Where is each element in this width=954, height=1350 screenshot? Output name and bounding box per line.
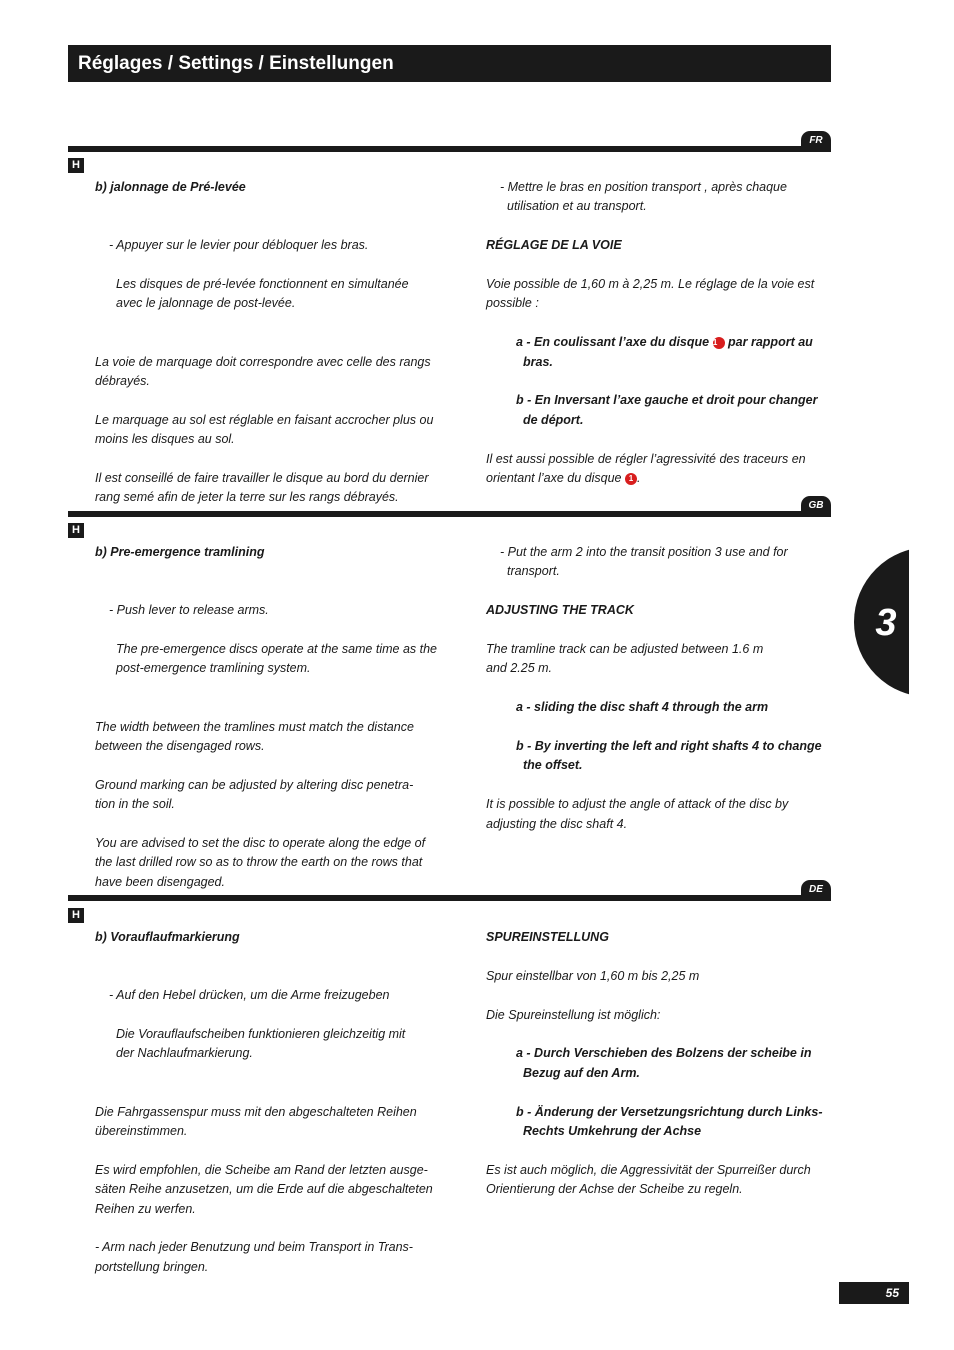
section-marker-de: H — [68, 908, 84, 923]
fr-right-paragraph: Voie possible de 1,60 m à 2,25 m. Le réglage de la voie est possible : — [486, 277, 815, 311]
gb-right-paragraph: The tramline track can be adjusted between 1.6 m and 2.25 m. — [486, 642, 764, 676]
de-left-paragraph: Es wird empfohlen, die Scheibe am Rand der letzten ausge- säten Reihe anzusetzen, um die Erde auf die abgeschalteten Reihen zu werfen. — [95, 1162, 433, 1216]
fr-right-option-a: a - En coulissant l’axe du disque 1 par rapport au bras. — [516, 335, 813, 369]
page-header-title: Réglages / Settings / Einstellungen — [68, 45, 831, 82]
fr-right-heading: RÉGLAGE DE LA VOIE — [486, 238, 622, 253]
gb-left-bullet: - Push lever to release arms. The pre-emergence discs operate at the same time as the post-emergence tramlining system. — [109, 603, 437, 676]
section-marker-fr: H — [68, 158, 84, 173]
de-right-column — [486, 928, 836, 1219]
de-right-paragraph: Es ist auch möglich, die Aggressivität der Spurreißer durch Orientierung der Achse der Scheibe zu regeln. — [486, 1162, 811, 1197]
language-tab-gb: GB — [801, 496, 831, 515]
de-left-heading: b) Vorauflaufmarkierung — [95, 930, 240, 944]
fr-left-column — [95, 178, 465, 527]
language-tab-fr: FR — [801, 131, 831, 150]
fr-left-heading: b) jalonnage de Pré-levée — [95, 180, 246, 194]
reference-number-icon: 1 — [713, 337, 725, 349]
gb-right-option-a: a - sliding the disc shaft 4 through the arm — [516, 700, 769, 715]
de-left-paragraph: Die Fahrgassenspur muss mit den abgeschalteten Reihen übereinstimmen. — [95, 1104, 417, 1139]
de-right-option-b: b - Änderung der Versetzungsrichtung durch Links- Rechts Umkehrung der Achse — [516, 1104, 823, 1138]
gb-left-paragraph: You are advised to set the disc to operate along the edge of the last drilled row so as to throw the earth on the rows that have been disengaged. — [95, 836, 426, 889]
de-right-paragraph: Spur einstellbar von 1,60 m bis 2,25 m — [486, 968, 700, 983]
fr-left-bullet: - Appuyer sur le levier pour débloquer les bras. Les disques de pré-levée fonctionnent en simultanée avec le jalonnage de post-levée. — [109, 238, 409, 311]
fr-right-bullet: - Mettre le bras en position transport , après chaque utilisation et au transport. — [500, 180, 787, 214]
section-rule-de — [68, 895, 831, 901]
language-tab-de: DE — [801, 880, 831, 899]
section-rule-gb — [68, 511, 831, 517]
fr-right-paragraph: Il est aussi possible de régler l’agressivité des traceurs en orientant l’axe du disque 1 . — [486, 451, 806, 486]
de-left-bullet: - Auf den Hebel drücken, um die Arme freizugeben Die Vorauflaufscheiben funktionieren gleichzeitig mit der Nachlaufmarkierung. — [109, 988, 406, 1061]
fr-left-paragraph: Le marquage au sol est réglable en faisant accrocher plus ou moins les disques au sol. — [95, 412, 434, 447]
de-left-column — [95, 928, 465, 1297]
gb-right-heading: ADJUSTING THE TRACK — [486, 603, 634, 618]
section-rule-fr — [68, 146, 831, 152]
gb-right-option-b: b - By inverting the left and right shafts 4 to change the offset. — [516, 739, 822, 773]
gb-right-bullet: - Put the arm 2 into the transit position 3 use and for transport. — [500, 545, 788, 579]
fr-right-option-b: b - En Inversant l’axe gauche et droit pour changer de déport. — [516, 393, 818, 427]
fr-right-column — [486, 178, 836, 508]
gb-left-column — [95, 543, 465, 912]
gb-left-paragraph: The width between the tramlines must match the distance between the disengaged rows. — [95, 719, 414, 754]
page-number: 55 — [839, 1282, 909, 1304]
reference-number-icon: 1 — [625, 473, 637, 485]
de-right-heading: SPUREINSTELLUNG — [486, 930, 609, 944]
gb-right-paragraph: It is possible to adjust the angle of attack of the disc by adjusting the disc shaft 4. — [486, 797, 789, 831]
section-marker-gb: H — [68, 523, 84, 538]
fr-left-paragraph: Il est conseillé de faire travailler le disque au bord du dernier rang semé afin de jeter la terre sur les rangs débrayés. — [95, 471, 429, 505]
de-right-paragraph: Die Spureinstellung ist möglich: — [486, 1007, 661, 1022]
gb-left-paragraph: Ground marking can be adjusted by altering disc penetra- tion in the soil. — [95, 777, 414, 812]
chapter-number: 3 — [875, 602, 897, 644]
de-left-paragraph: - Arm nach jeder Benutzung und beim Transport in Trans- portstellung bringen. — [95, 1240, 413, 1274]
de-right-option-a: a - Durch Verschieben des Bolzens der scheibe in Bezug auf den Arm. — [516, 1046, 812, 1080]
fr-left-paragraph: La voie de marquage doit correspondre avec celle des rangs débrayés. — [95, 354, 431, 389]
gb-left-heading: b) Pre-emergence tramlining — [95, 545, 265, 559]
gb-right-column — [486, 543, 836, 853]
